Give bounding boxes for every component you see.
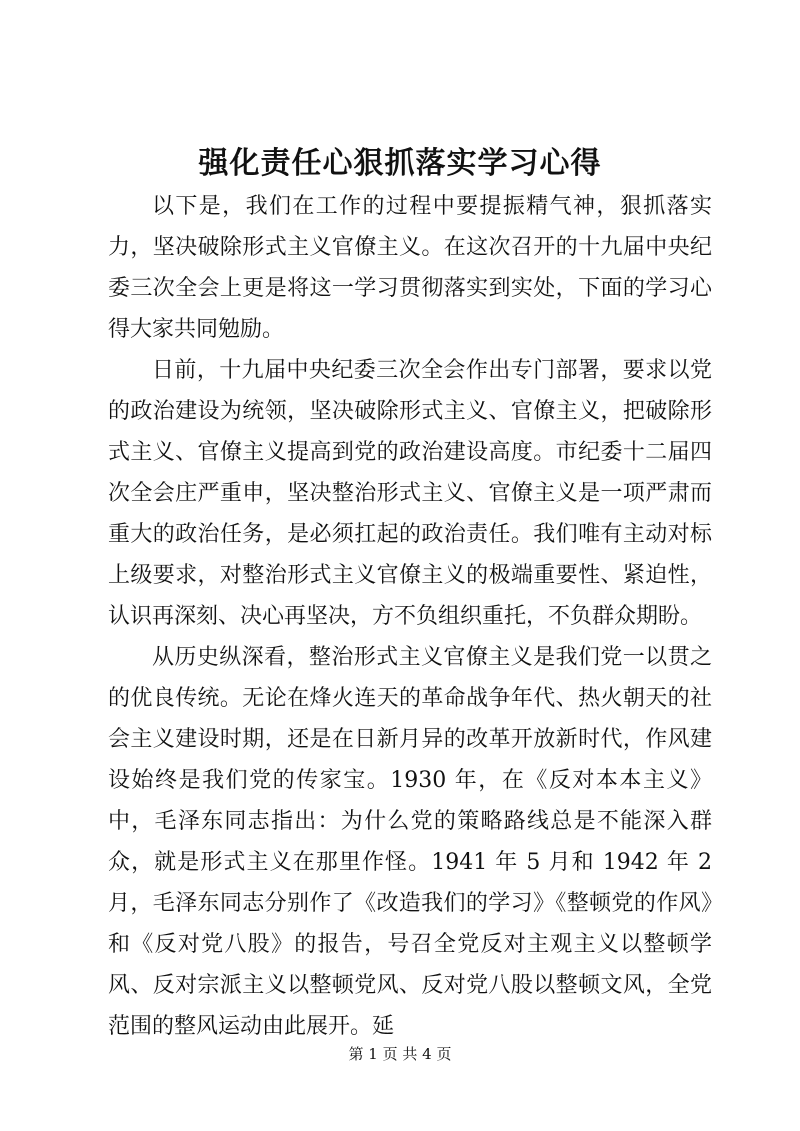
document-body xyxy=(108,186,712,1047)
paragraph-2: 日前，十九届中央纪委三次全会作出专门部署，要求以党的政治建设为统领，坚决破除形式主义、官僚主义，把破除形式主义、官僚主义提高到党的政治建设高度。市纪委十二届四次全会庄严重申，坚决整治形式主义、官僚主义是一项严肃而重大的政治任务，是必须扛起的政治责任。我们唯有主动对标上级要求，对整治形式主义官僚主义的极端重要性、紧迫性，认识再深刻、决心再坚决，方不负组织重托，不负群众期盼。 xyxy=(108,358,712,629)
document-title: 强化责任心狠抓落实学习心得 xyxy=(198,146,602,181)
paragraph-3: 从历史纵深看，整治形式主义官僚主义是我们党一以贯之的优良传统。无论在烽火连天的革命战争年代、热火朝天的社会主义建设时期，还是在日新月异的改革开放新时代，作风建设始终是我们党的传家宝。1930 年，在《反对本本主义》中，毛泽东同志指出：为什么党的策略路线总是不能深入群众，就是形式主义在那里作怪。1941 年 5 月和 1942 年 2 月，毛泽东同志分别作了《改造我们的学习》《整顿党的作风》和《反对党八股》的报告，号召全党反对主观主义以整顿学风、反对宗派主义以整顿党风、反对党八股以整顿文风，全党范围的整风运动由此展开。延 xyxy=(108,645,712,1039)
page-footer: 第 1 页 共 4 页 xyxy=(348,1045,452,1063)
paragraph-1: 以下是，我们在工作的过程中要提振精气神，狠抓落实力，坚决破除形式主义官僚主义。在这次召开的十九届中央纪委三次全会上更是将这一学习贯彻落实到实处，下面的学习心得大家共同勉励。 xyxy=(108,194,712,342)
